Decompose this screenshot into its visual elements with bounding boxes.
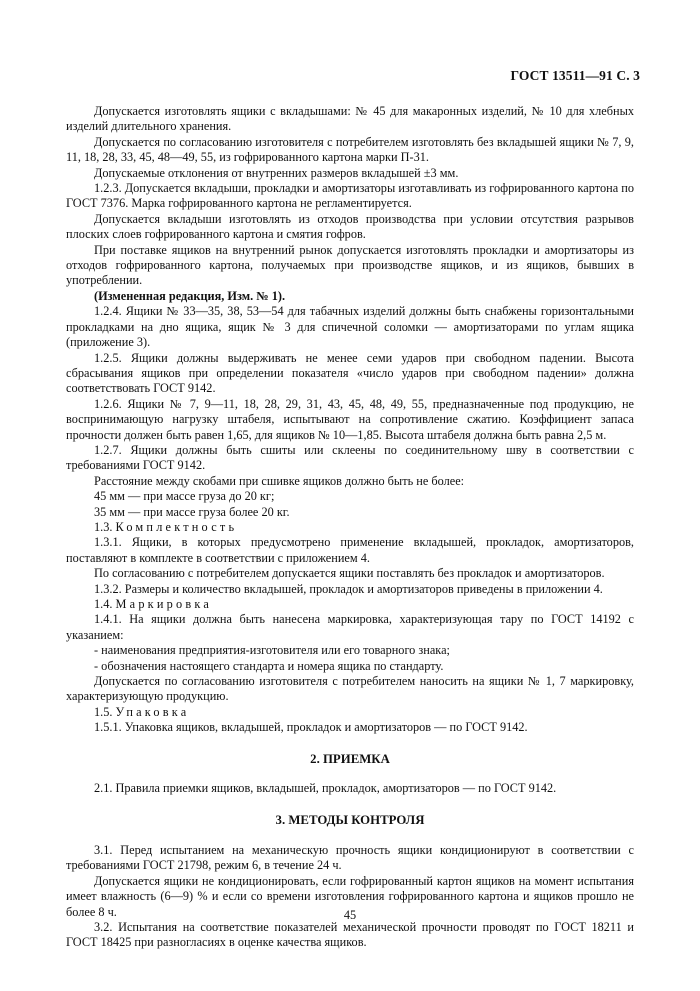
paragraph: 1.2.7. Ящики должны быть сшиты или склеены по соединительному шву в соответствии с требованиями ГОСТ 9142.	[66, 442, 634, 473]
subsection-heading-text: 1.4. Маркировка	[94, 597, 212, 611]
paragraph: 1.4.1. На ящики должна быть нанесена маркировка, характеризующая тару по ГОСТ 14192 с указанием:	[66, 612, 634, 642]
section-title-acceptance: 2. ПРИЕМКА	[310, 751, 390, 766]
paragraph: По согласованию с потребителем допускается ящики поставлять без прокладок и амортизаторов.	[94, 566, 605, 581]
paragraph: 1.2.3. Допускается вкладыши, прокладки и амортизаторы изготавливать из гофрированного картона по ГОСТ 7376. Марка гофрированного картона не регламентируется.	[66, 181, 634, 211]
subsection-heading	[66, 705, 634, 720]
paragraph: 1.2.6. Ящики № 7, 9—11, 18, 28, 29, 31, 43, 45, 48, 49, 55, предназначенные под продукцию, не воспринимающую нагрузку штабеля, испытывают на сопротивление сжатию. Коэффициент запаса прочности должен быть равен 1,65, для ящиков № 10—1,85. Высота штабеля должна быть равна 2,5 м.	[66, 396, 634, 442]
paragraph: Допускается ящики не кондиционировать, если гофрированный картон ящиков на момент испытания имеет влажность (6—9) % и если со времени изготовления гофрированного картона и ящиков прошло не более 8 ч.	[66, 873, 634, 919]
paragraph: 1.2.5. Ящики должны выдерживать не менее семи ударов при свободном падении. Высота сбрасывания ящиков при определении показателя «число ударов при свободном падении» должна соответствовать ГОСТ 9142.	[66, 350, 634, 396]
paragraph: 3.2. Испытания на соответствие показателей механической прочности проводят по ГОСТ 18211 и ГОСТ 18425 при разногласиях в оценке качества ящиков.	[66, 919, 634, 950]
subsection-heading-text: 1.5. Упаковка	[94, 704, 190, 719]
list-item: - обозначения настоящего стандарта и номера ящика по стандарту.	[94, 658, 444, 673]
list-item: 45 мм — при массе груза до 20 кг;	[94, 489, 275, 504]
subsection-heading-text: 1.3. Комплектность	[94, 519, 238, 534]
subsection-heading	[66, 520, 634, 535]
paragraph: 3.1. Перед испытанием на механическую прочность ящики кондиционируют в соответствии с требованиями ГОСТ 21798, режим 6, в течение 24 ч.	[66, 842, 634, 873]
amendment-note: (Измененная редакция, Изм. № 1).	[94, 288, 286, 303]
paragraph: Допускается по согласованию изготовителя с потребителем наносить на ящики № 1, 7 маркировку, характеризующую продукцию.	[66, 674, 634, 704]
subsection-heading	[66, 597, 634, 612]
paragraph: Допускается по согласованию изготовителя с потребителем изготовлять без вкладышей ящики № 7, 9, 11, 18, 28, 33, 45, 48—49, 55, из гофрированного картона марки П-31.	[66, 134, 634, 165]
paragraph: Допускаемые отклонения от внутренних размеров вкладышей ±3 мм.	[94, 165, 459, 180]
page-number: 45	[343, 908, 357, 922]
document-body	[66, 104, 634, 951]
paragraph: 1.3.2. Размеры и количество вкладышей, прокладок и амортизаторов приведены в приложении 4.	[94, 581, 603, 596]
paragraph: Расстояние между скобами при сшивке ящиков должно быть не более:	[94, 473, 465, 488]
paragraph: 1.3.1. Ящики, в которых предусмотрено применение вкладышей, прокладок, амортизаторов, поставляют в комплекте в соответствии с приложением 4.	[66, 535, 634, 565]
paragraph: 1.2.4. Ящики № 33—35, 38, 53—54 для табачных изделий должны быть снабжены горизонтальными прокладками на дно ящика, ящик № 3 для спичечной соломки — амортизаторами по углам ящика (приложение 3).	[66, 304, 634, 350]
paragraph: При поставке ящиков на внутренний рынок допускается изготовлять прокладки и амортизаторы из отходов гофрированного картона, получаемых при производстве ящиков, и из ящиков, бывших в употреблении.	[66, 242, 634, 288]
page-header: ГОСТ 13511—91 С. 3	[510, 68, 640, 83]
paragraph: 1.5.1. Упаковка ящиков, вкладышей, прокладок и амортизаторов — по ГОСТ 9142.	[94, 720, 528, 735]
paragraph: 2.1. Правила приемки ящиков, вкладышей, прокладок, амортизаторов — по ГОСТ 9142.	[94, 781, 557, 796]
paragraph: Допускается изготовлять ящики с вкладышами: № 45 для макаронных изделий, № 10 для хлебных изделий длительного хранения.	[66, 104, 634, 134]
section-title-control-methods: 3. МЕТОДЫ КОНТРОЛЯ	[275, 813, 425, 828]
list-item: - наименования предприятия-изготовителя или его товарного знака;	[94, 643, 450, 658]
paragraph: Допускается вкладыши изготовлять из отходов производства при условии отсутствия разрывов плоских слоев гофрированного картона и смятия гофров.	[66, 211, 634, 242]
list-item: 35 мм — при массе груза более 20 кг.	[94, 504, 290, 519]
